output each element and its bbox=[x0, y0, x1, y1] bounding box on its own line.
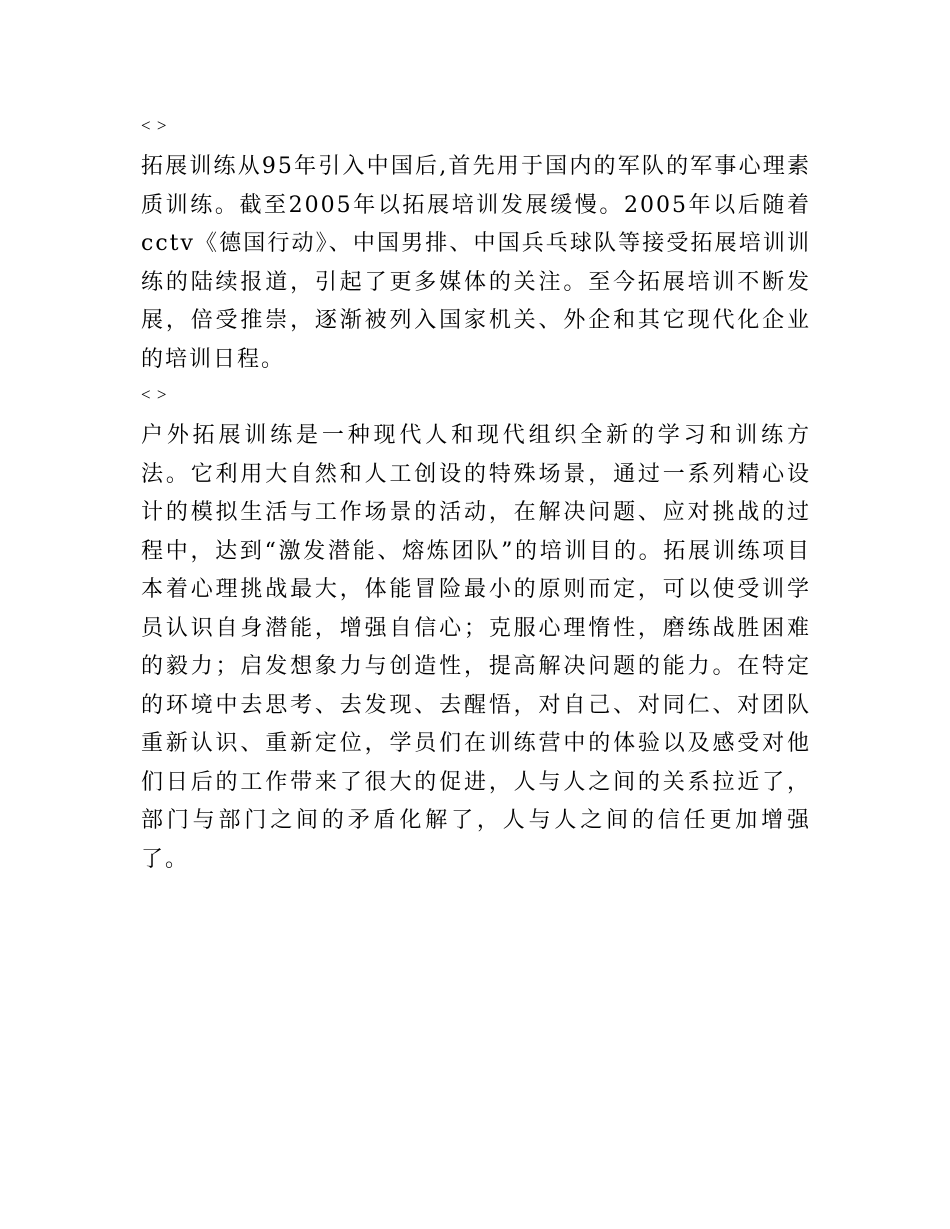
document-page bbox=[141, 112, 811, 881]
section-marker: < > bbox=[141, 116, 168, 135]
paragraph-definition: 户外拓展训练是一种现代人和现代组织全新的学习和训练方法。它利用大自然和人工创设的特殊场景，通过一系列精心设计的模拟生活与工作场景的活动，在解决问题、应对挑战的过程中，达到“激发潜能、熔炼团队”的培训目的。拓展训练项目本着心理挑战最大，体能冒险最小的原则而定，可以使受训学员认识自身潜能，增强自信心；克服心理惰性，磨练战胜困难的毅力；启发想象力与创造性，提高解决问题的能力。在特定的环境中去思考、去发现、去醒悟，对自己、对同仁、对团队重新认识、重新定位，学员们在训练营中的体验以及感受对他们日后的工作带来了很大的促进，人与人之间的关系拉近了，部门与部门之间的矛盾化解了，人与人之间的信任更加增强了。 bbox=[141, 423, 811, 872]
section-marker: < > bbox=[141, 385, 168, 404]
paragraph-history: 拓展训练从95年引入中国后,首先用于国内的军队的军事心理素质训练。截至2005年以拓展培训发展缓慢。2005年以后随着cctv《德国行动》、中国男排、中国兵乓球队等接受拓展培训训练的陆续报道，引起了更多媒体的关注。至今拓展培训不断发展，倍受推崇，逐渐被列入国家机关、外企和其它现代化企业的培训日程。 bbox=[141, 154, 811, 372]
